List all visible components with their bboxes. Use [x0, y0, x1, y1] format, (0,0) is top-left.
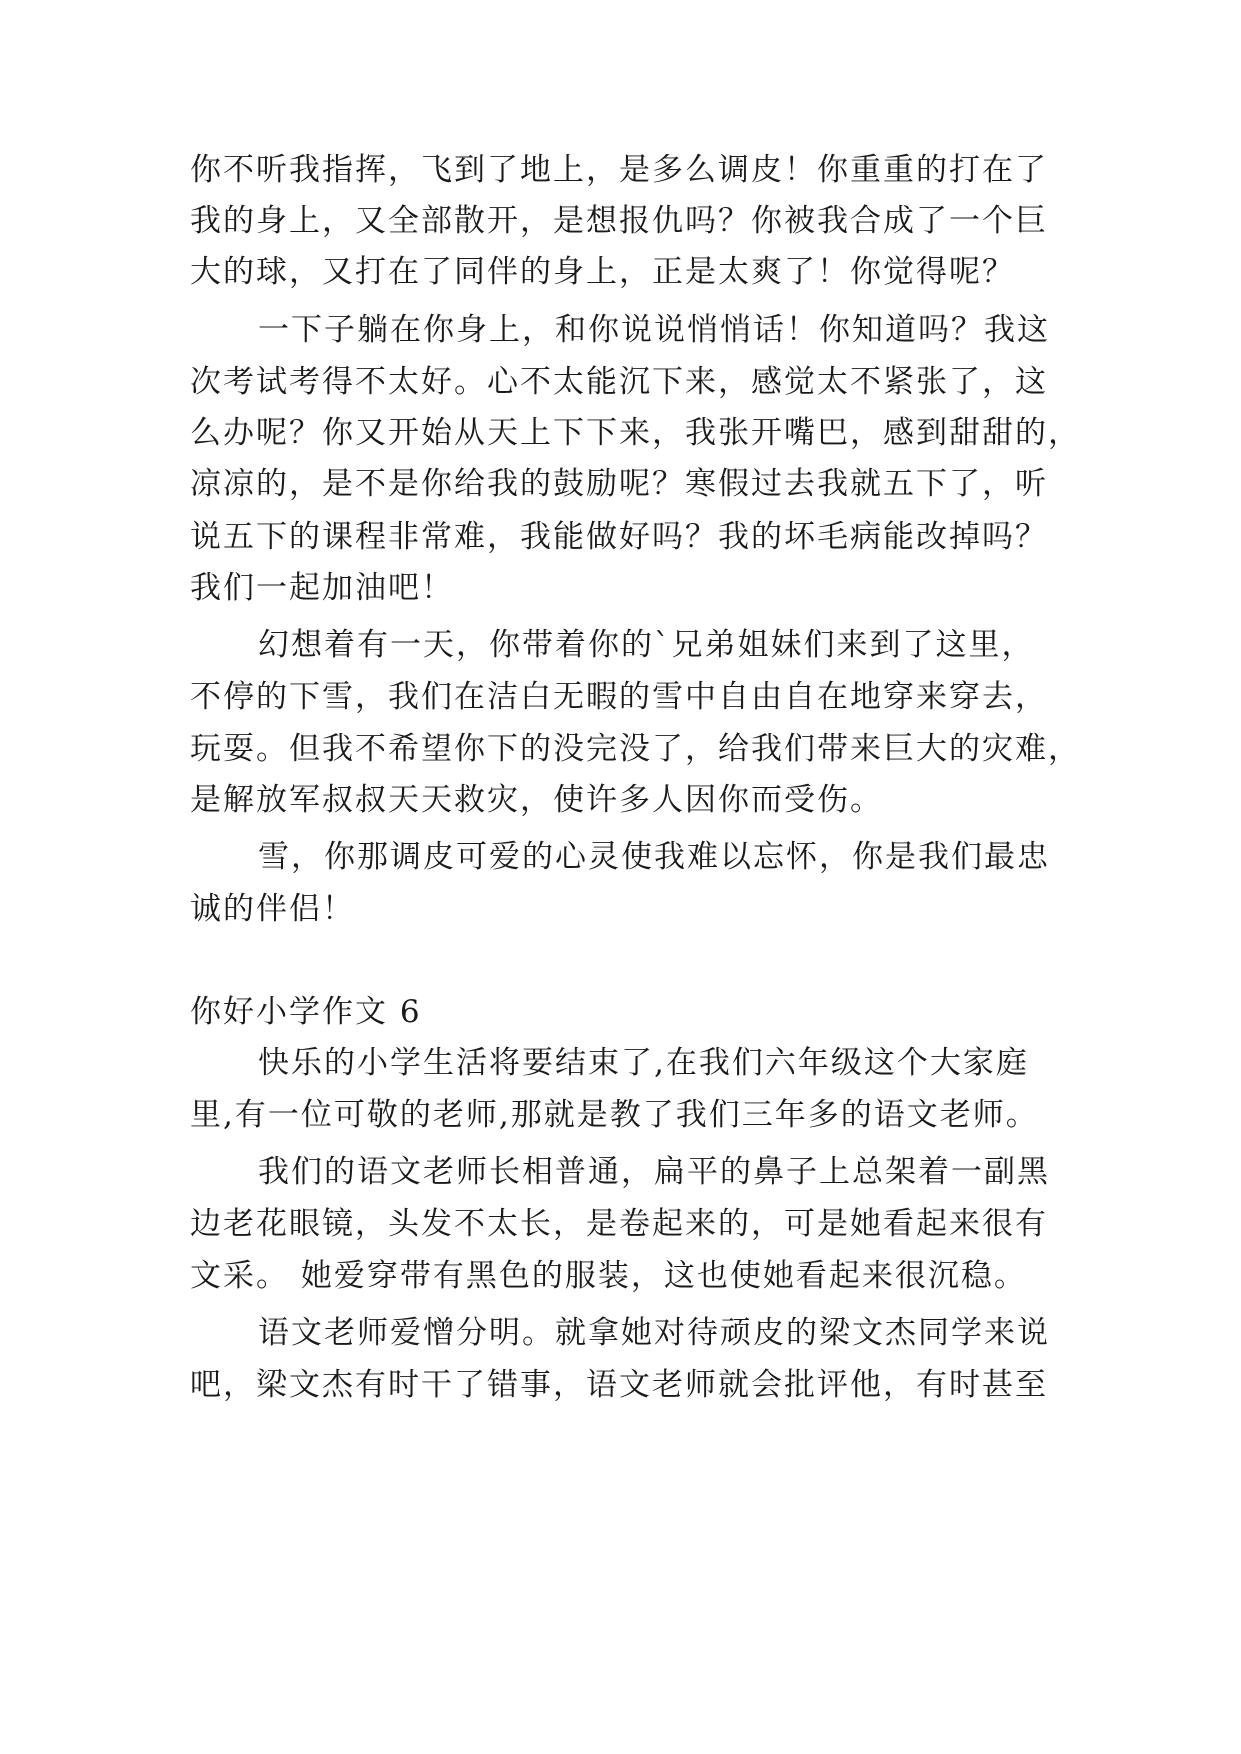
text-line: 是解放军叔叔天天救灾，使许多人因你而受伤。 [190, 782, 883, 818]
text-line: 里,有一位可敬的老师,那就是教了我们三年多的语文老师。 [190, 1097, 1039, 1133]
text-line: 诚的伴侣！ [190, 891, 355, 927]
text-line: 我们一起加油吧！ [190, 570, 454, 606]
text-line: 我的身上，又全部散开，是想报仇吗？你被我合成了一个巨 [190, 203, 1048, 239]
text-line: 么办呢？你又开始从天上下下来，我张开嘴巴，感到甜甜的， [190, 415, 1081, 451]
text-line: 你不听我指挥，飞到了地上，是多么调皮！你重重的打在了 [190, 152, 1048, 188]
section-heading: 你好小学作文 6 [190, 994, 422, 1030]
text-line: 快乐的小学生活将要结束了,在我们六年级这个大家庭 [258, 1045, 1029, 1081]
text-line: 雪，你那调皮可爱的心灵使我难以忘怀，你是我们最忠 [258, 839, 1050, 875]
text-line: 次考试考得不太好。心不太能沉下来，感觉太不紧张了，这 [190, 364, 1048, 400]
text-line: 边老花眼镜，头发不太长，是卷起来的，可是她看起来很有 [190, 1206, 1048, 1242]
text-line: 文采。 她爱穿带有黑色的服装，这也使她看起来很沉稳。 [190, 1258, 1027, 1294]
text-line: 玩耍。但我不希望你下的没完没了，给我们带来巨大的灾难， [190, 731, 1081, 767]
text-line: 吧，梁文杰有时干了错事，语文老师就会批评他，有时甚至 [190, 1367, 1048, 1403]
text-line: 说五下的课程非常难，我能做好吗？我的坏毛病能改掉吗？ [190, 519, 1048, 555]
text-line: 幻想着有一天，你带着你的`兄弟姐妹们来到了这里， [258, 627, 1035, 663]
text-line: 凉凉的，是不是你给我的鼓励呢？寒假过去我就五下了，听 [190, 466, 1048, 502]
text-line: 我们的语文老师长相普通，扁平的鼻子上总架着一副黑 [258, 1154, 1050, 1190]
text-line: 不停的下雪，我们在洁白无暇的雪中自由自在地穿来穿去， [190, 679, 1048, 715]
text-line: 一下子躺在你身上，和你说说悄悄话！你知道吗？我这 [258, 312, 1050, 348]
text-line: 大的球，又打在了同伴的身上，正是太爽了！你觉得呢？ [190, 254, 1015, 290]
text-line: 语文老师爱憎分明。就拿她对待顽皮的梁文杰同学来说 [258, 1315, 1050, 1351]
